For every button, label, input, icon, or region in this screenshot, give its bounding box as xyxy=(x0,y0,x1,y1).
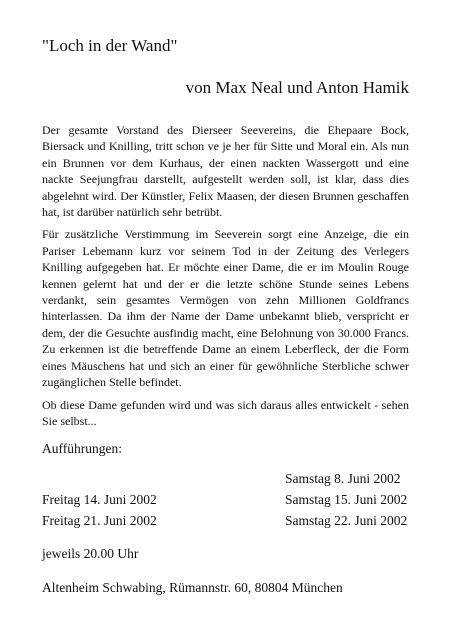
synopsis-paragraph: Ob diese Dame gefunden wird und was sich daraus alles entwickelt - sehen Sie selbst... xyxy=(42,397,409,428)
saturday-date: Samstag 8. Juni 2002 xyxy=(285,471,401,486)
date-row xyxy=(42,492,412,513)
performance-time: jeweils 20.00 Uhr xyxy=(42,546,139,561)
saturday-date: Samstag 15. Juni 2002 xyxy=(285,492,408,507)
play-authors: von Max Neal und Anton Hamik xyxy=(185,78,409,97)
date-row xyxy=(42,513,412,534)
venue-address: Altenheim Schwabing, Rümannstr. 60, 80804 München xyxy=(42,580,343,595)
synopsis-paragraph: Der gesamte Vorstand des Dierseer Seevereins, die Ehepaare Bock, Biersack und Knilling, tritt schon ve je her für Sitte und Moral ein. Als nun ein Brunnen vor dem Kurhaus, der einen nackten Wassergott und eine nackte Seejungfrau darstellt, aufgestellt werden soll, ist klar, dass dies abgelehnt wird. Der Künstler, Felix Maasen, der diesen Brunnen geschaffen hat, ist darüber natürlich sehr betrübt. xyxy=(42,123,409,220)
performance-dates xyxy=(42,471,412,534)
performances-heading: Aufführungen: xyxy=(42,441,122,456)
synopsis xyxy=(42,122,409,435)
synopsis-paragraph: Für zusätzliche Verstimmung im Seeverein sorgt eine Anzeige, die ein Pariser Lebemann kurz vor seinem Tod in der Zeitung des Verlegers Knilling aufgegeben hat. Er möchte einer Dame, die er im Moulin Rouge kennen gelernt hat und der er die letzte schöne Stunde seines Lebens verdankt, sein gesamtes Vermögen von zehn Millionen Goldfrancs hinterlassen. Da ihm der Name der Dame unbekannt blieb, verspricht er dem, der die Gesuchte ausfindig macht, eine Belohnung von 30.000 Francs. Zu erkennen ist die betreffende Dame an einem Leberfleck, der die Form eines Mäuschens hat und sich an einer für gewöhnliche Sterbliche schwer zugänglichen Stelle befindet. xyxy=(42,227,409,390)
date-row xyxy=(42,471,412,492)
friday-date: Freitag 21. Juni 2002 xyxy=(42,513,157,528)
play-title: "Loch in der Wand" xyxy=(42,36,178,55)
friday-date: Freitag 14. Juni 2002 xyxy=(42,492,157,507)
saturday-date: Samstag 22. Juni 2002 xyxy=(285,513,408,528)
